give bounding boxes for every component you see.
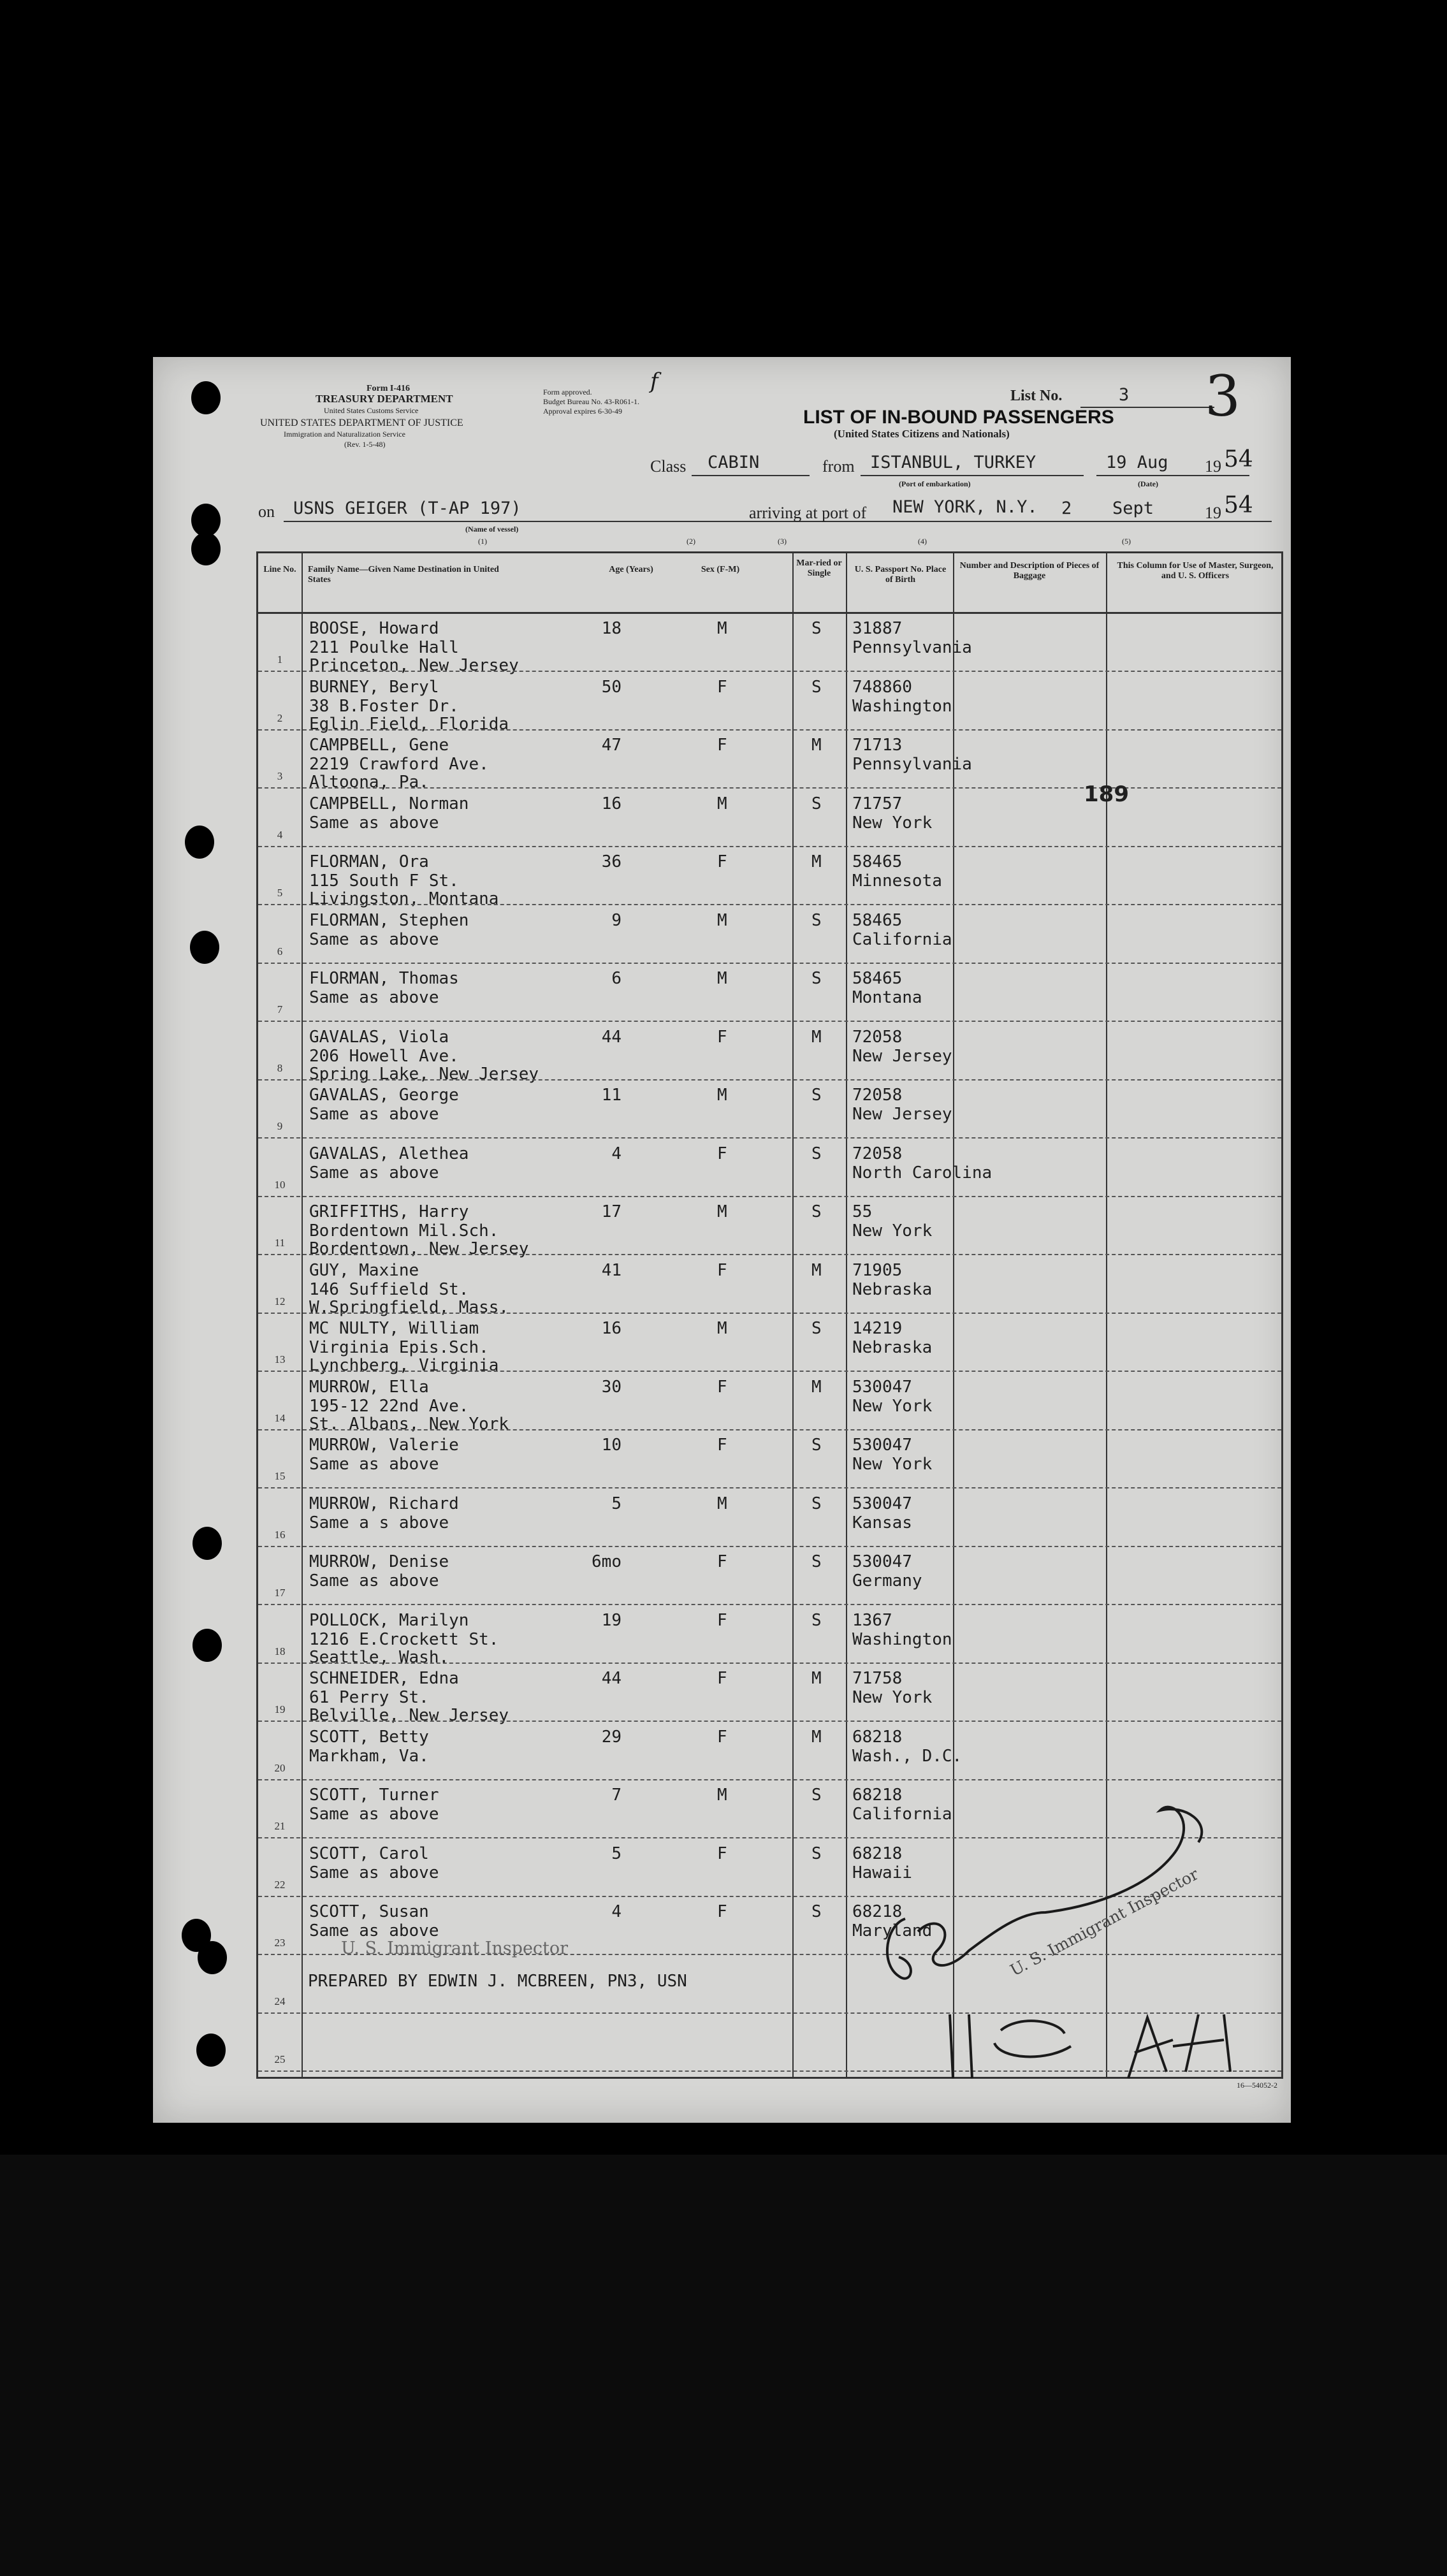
address-line-2: St. Albans, New York	[309, 1414, 509, 1434]
table-row	[258, 673, 1281, 734]
line-number: 16	[274, 1528, 286, 1541]
age: 10	[601, 1436, 622, 1455]
passenger-name: MURROW, Valerie	[309, 1436, 459, 1455]
passport-number: 58465	[852, 852, 903, 871]
age: 17	[601, 1202, 622, 1221]
sex: F	[717, 1727, 727, 1747]
arriving-label: arriving at port of	[749, 504, 867, 522]
passenger-name: SCOTT, Betty	[309, 1727, 429, 1747]
address-line-1: Same as above	[309, 1921, 439, 1940]
place-of-birth: Pennsylvania	[852, 755, 972, 774]
passenger-table	[256, 551, 1283, 2079]
place-of-birth: Pennsylvania	[852, 638, 972, 657]
marital-status: S	[811, 1319, 822, 1338]
table-row	[258, 1489, 1281, 1547]
marital-status: M	[811, 736, 822, 755]
budget-bureau: Budget Bureau No. 43-R061-1.	[543, 397, 639, 406]
passport-number: 14219	[852, 1319, 903, 1338]
date-caption: (Date)	[1138, 479, 1158, 488]
hand-stamp-inspector: U. S. Immigrant Inspector	[1007, 1865, 1202, 1980]
place-of-birth: Montana	[852, 988, 922, 1007]
class-value: CABIN	[708, 453, 760, 472]
age: 4	[611, 1902, 622, 1921]
line-number: 18	[274, 1645, 286, 1657]
passenger-name: MC NULTY, William	[309, 1319, 479, 1338]
marital-status: S	[811, 1144, 822, 1163]
table-row	[258, 614, 1281, 675]
punch-hole	[185, 826, 214, 859]
marital-status: S	[811, 1844, 822, 1863]
marital-status: S	[811, 1552, 822, 1571]
passenger-name: BURNEY, Beryl	[309, 677, 439, 697]
passport-number: 71757	[852, 794, 903, 813]
table-row	[258, 906, 1281, 964]
age: 47	[601, 736, 622, 755]
address-line-2: Princeton, New Jersey	[309, 656, 519, 675]
table-row	[258, 2014, 1281, 2072]
punch-hole	[193, 1527, 222, 1560]
line-number: 25	[274, 2053, 286, 2065]
address-line-2: Bordentown, New Jersey	[309, 1239, 529, 1258]
passenger-name: FLORMAN, Ora	[309, 852, 429, 871]
table-row	[258, 1430, 1281, 1488]
passenger-name: CAMPBELL, Gene	[309, 736, 449, 755]
address-line-1: Markham, Va.	[309, 1746, 429, 1766]
address-line-1: 38 B.Foster Dr.	[309, 696, 459, 716]
header-passport-birth: U. S. Passport No. Place of Birth	[854, 565, 947, 585]
document-subtitle: (United States Citizens and Nationals)	[834, 428, 1010, 440]
line-number: 12	[274, 1295, 286, 1307]
line-number: 10	[274, 1178, 286, 1191]
justice-department: UNITED STATES DEPARTMENT OF JUSTICE	[260, 418, 463, 428]
address-line-1: Same as above	[309, 1455, 439, 1474]
place-of-birth: Wash., D.C.	[852, 1746, 963, 1766]
age: 5	[611, 1844, 622, 1863]
passenger-name: FLORMAN, Stephen	[309, 910, 469, 930]
passport-number: 1367	[852, 1610, 892, 1630]
marital-status: M	[811, 852, 822, 871]
address-line-2: Belville, New Jersey	[309, 1706, 509, 1725]
passport-number: 58465	[852, 910, 903, 930]
address-line-1: 206 Howell Ave.	[309, 1046, 459, 1066]
form-approved: Form approved.	[543, 388, 592, 397]
sex: M	[717, 1086, 727, 1105]
address-line-1: Same as above	[309, 1863, 439, 1882]
passenger-name: MURROW, Richard	[309, 1494, 459, 1513]
age: 19	[601, 1610, 622, 1630]
marital-status: S	[811, 1202, 822, 1221]
passport-number: 530047	[852, 1552, 912, 1571]
passenger-name: SCOTT, Susan	[309, 1902, 429, 1921]
line-number: 7	[277, 1003, 283, 1015]
handwritten-f-mark: f	[650, 368, 658, 394]
passport-number: 58465	[852, 969, 903, 988]
marital-status: M	[811, 1377, 822, 1397]
header-name-destination: Family Name—Given Name Destination in United States	[308, 565, 499, 585]
approval-expires: Approval expires 6-30-49	[543, 407, 622, 416]
line-number: 19	[274, 1703, 286, 1715]
marital-status: S	[811, 677, 822, 697]
vessel-name: USNS GEIGER (T-AP 197)	[293, 498, 521, 518]
table-row	[258, 731, 1281, 792]
officer-note-189: 189	[1084, 782, 1129, 807]
sex: F	[717, 1436, 727, 1455]
table-row	[258, 1839, 1281, 1897]
address-line-1: Virginia Epis.Sch.	[309, 1338, 489, 1357]
sex: F	[717, 677, 727, 697]
passenger-manifest-page	[153, 357, 1291, 2123]
line-number: 23	[274, 1937, 286, 1949]
table-row	[258, 1081, 1281, 1139]
marital-status: S	[811, 910, 822, 930]
passenger-name: SCOTT, Turner	[309, 1786, 439, 1805]
sex: M	[717, 794, 727, 813]
punch-hole	[196, 2034, 226, 2067]
passport-number: 71758	[852, 1669, 903, 1688]
age: 4	[611, 1144, 622, 1163]
line-number: 8	[277, 1061, 283, 1074]
passenger-name: MURROW, Ella	[309, 1377, 429, 1397]
table-row	[258, 1664, 1281, 1725]
place-of-birth: Hawaii	[852, 1863, 912, 1882]
place-of-birth: North Carolina	[852, 1163, 993, 1182]
punch-hole	[190, 931, 219, 964]
address-line-1: 195-12 22nd Ave.	[309, 1396, 469, 1416]
passenger-name: GUY, Maxine	[309, 1260, 419, 1280]
line-number: 3	[277, 770, 283, 782]
place-of-birth: California	[852, 1805, 952, 1824]
address-line-1: 61 Perry St.	[309, 1688, 429, 1707]
list-number-label: List No.	[1010, 388, 1063, 404]
passenger-name: GRIFFITHS, Harry	[309, 1202, 469, 1221]
place-of-birth: New York	[852, 813, 933, 833]
punch-hole	[198, 1941, 227, 1974]
age: 6	[611, 969, 622, 988]
place-of-birth: New York	[852, 1396, 933, 1416]
table-row	[258, 1197, 1281, 1258]
class-label: Class	[650, 457, 687, 476]
passport-number: 68218	[852, 1902, 903, 1921]
passenger-name: SCHNEIDER, Edna	[309, 1669, 459, 1688]
place-of-birth: Washington	[852, 1629, 952, 1649]
passenger-name: MURROW, Denise	[309, 1552, 449, 1571]
line-number: 2	[277, 711, 283, 724]
from-label: from	[822, 457, 855, 476]
sex: M	[717, 619, 727, 638]
inspector-stamp-text: U. S. Immigrant Inspector	[341, 1939, 569, 1958]
place-of-birth: Nebraska	[852, 1279, 933, 1299]
form-revision: (Rev. 1-5-48)	[344, 440, 386, 449]
age: 11	[601, 1086, 622, 1105]
header-officers-use: This Column for Use of Master, Surgeon, and U. S. Officers	[1117, 561, 1274, 581]
age: 9	[611, 910, 622, 930]
address-line-1: 1216 E.Crockett St.	[309, 1629, 499, 1649]
document-title: LIST OF IN-BOUND PASSENGERS	[803, 407, 1114, 428]
line-number: 20	[274, 1761, 286, 1774]
place-of-birth: Germany	[852, 1571, 922, 1590]
marital-status: M	[811, 1727, 822, 1747]
header-sex: Sex (F-M)	[701, 565, 740, 574]
column-number-3: (3)	[778, 537, 787, 546]
age: 30	[601, 1377, 622, 1397]
marital-status: S	[811, 1902, 822, 1921]
line-number: 13	[274, 1353, 286, 1365]
place-of-birth: Nebraska	[852, 1338, 933, 1357]
age: 44	[601, 1669, 622, 1688]
vessel-caption: (Name of vessel)	[465, 525, 519, 534]
passenger-name: GAVALAS, Alethea	[309, 1144, 469, 1163]
embarkation-date: 19 Aug	[1106, 453, 1168, 472]
table-row	[258, 1314, 1281, 1375]
place-of-birth: New York	[852, 1221, 933, 1241]
marital-status: S	[811, 1494, 822, 1513]
line-number: 6	[277, 945, 283, 957]
place-of-birth: Minnesota	[852, 871, 942, 891]
age: 36	[601, 852, 622, 871]
age: 5	[611, 1494, 622, 1513]
marital-status: S	[811, 1086, 822, 1105]
marital-status: S	[811, 969, 822, 988]
sex: F	[717, 1669, 727, 1688]
sex: M	[717, 969, 727, 988]
address-line-2: Eglin Field, Florida	[309, 714, 509, 734]
passport-number: 31887	[852, 619, 903, 638]
place-of-birth: Washington	[852, 696, 952, 716]
address-line-2: Altoona, Pa.	[309, 773, 429, 792]
header-baggage: Number and Description of Pieces of Baggage	[959, 561, 1100, 581]
passenger-name: FLORMAN, Thomas	[309, 969, 459, 988]
passport-number: 530047	[852, 1436, 912, 1455]
sex: F	[717, 1144, 727, 1163]
age: 29	[601, 1727, 622, 1747]
address-line-1: Bordentown Mil.Sch.	[309, 1221, 499, 1241]
passport-number: 55	[852, 1202, 873, 1221]
passport-number: 68218	[852, 1844, 903, 1863]
age: 41	[601, 1260, 622, 1280]
address-line-1: Same as above	[309, 1571, 439, 1590]
embarkation-year-prefix: 19	[1205, 457, 1221, 476]
sex: M	[717, 1786, 727, 1805]
table-row	[258, 1139, 1281, 1197]
sex: M	[717, 1202, 727, 1221]
customs-service: United States Customs Service	[324, 406, 419, 415]
column-number-2: (2)	[687, 537, 695, 546]
line-number: 17	[274, 1587, 286, 1599]
column-number-1: (1)	[478, 537, 487, 546]
row-divider	[258, 2070, 1281, 2072]
place-of-birth: California	[852, 929, 952, 949]
table-row	[258, 1022, 1281, 1084]
passport-number: 68218	[852, 1786, 903, 1805]
passport-number: 72058	[852, 1027, 903, 1047]
column-number-5: (5)	[1122, 537, 1131, 546]
sex: F	[717, 1377, 727, 1397]
sex: F	[717, 1902, 727, 1921]
arrival-year-prefix: 19	[1205, 504, 1221, 522]
sex: F	[717, 1844, 727, 1863]
address-line-1: 115 South F St.	[309, 871, 459, 891]
arrival-year: 54	[1224, 492, 1253, 518]
passenger-name: SCOTT, Carol	[309, 1844, 429, 1863]
age: 16	[601, 794, 622, 813]
list-number-value: 3	[1119, 385, 1130, 405]
arrival-month: Sept	[1112, 498, 1154, 518]
table-row	[258, 1547, 1281, 1605]
passport-number: 530047	[852, 1377, 912, 1397]
passport-number: 68218	[852, 1727, 903, 1747]
line-number: 15	[274, 1470, 286, 1482]
marital-status: S	[811, 794, 822, 813]
address-line-2: Lynchberg, Virginia	[309, 1356, 499, 1375]
age: 44	[601, 1027, 622, 1047]
place-of-birth: New York	[852, 1688, 933, 1707]
table-row	[258, 1372, 1281, 1434]
address-line-1: Same a s above	[309, 1513, 449, 1532]
header-married-single: Mar-ried or Single	[796, 558, 842, 578]
passport-number: 530047	[852, 1494, 912, 1513]
passenger-name: GAVALAS, George	[309, 1086, 459, 1105]
line-number: 14	[274, 1411, 286, 1424]
place-of-birth: New Jersey	[852, 1046, 952, 1066]
sex: F	[717, 1610, 727, 1630]
marital-status: M	[811, 1669, 822, 1688]
sex: M	[717, 1319, 727, 1338]
passport-number: 71905	[852, 1260, 903, 1280]
passport-number: 748860	[852, 677, 912, 697]
form-number: Form I-416	[367, 384, 411, 393]
place-of-birth: Maryland	[852, 1921, 933, 1940]
address-line-1: Same as above	[309, 1163, 439, 1182]
passenger-name: POLLOCK, Marilyn	[309, 1610, 469, 1630]
arrival-day: 2	[1061, 498, 1072, 518]
punch-hole	[191, 381, 221, 414]
line-number: 1	[277, 653, 283, 666]
passenger-name: CAMPBELL, Norman	[309, 794, 469, 813]
address-line-1: Same as above	[309, 988, 439, 1007]
line-number: 24	[274, 1995, 286, 2007]
age: 18	[601, 619, 622, 638]
port-caption: (Port of embarkation)	[899, 479, 971, 488]
place-of-birth: New Jersey	[852, 1105, 952, 1124]
line-number: 11	[274, 1237, 286, 1249]
line-number: 22	[274, 1878, 286, 1891]
marital-status: M	[811, 1027, 822, 1047]
marital-status: M	[811, 1260, 822, 1280]
address-line-1: 211 Poulke Hall	[309, 638, 459, 657]
header-line-no: Line No.	[263, 565, 296, 574]
prepared-by-line: PREPARED BY EDWIN J. MCBREEN, PN3, USN	[308, 1972, 687, 1991]
address-line-1: Same as above	[309, 1105, 439, 1124]
punch-hole	[193, 1629, 222, 1662]
table-row	[258, 964, 1281, 1022]
marital-status: S	[811, 1610, 822, 1630]
table-row	[258, 1780, 1281, 1838]
address-line-1: Same as above	[309, 813, 439, 833]
embarkation-port: ISTANBUL, TURKEY	[870, 453, 1036, 472]
table-row	[258, 847, 1281, 908]
address-line-2: W.Springfield, Mass.	[309, 1297, 509, 1317]
embarkation-year: 54	[1224, 446, 1253, 472]
header-age: Age (Years)	[609, 565, 653, 574]
line-number: 9	[277, 1120, 283, 1132]
address-line-1: 2219 Crawford Ave.	[309, 755, 489, 774]
address-line-2: Spring Lake, New Jersey	[309, 1064, 539, 1084]
age: 6mo	[592, 1552, 622, 1571]
on-label: on	[258, 502, 275, 521]
line-number: 5	[277, 887, 283, 899]
immigration-service: Immigration and Naturalization Service	[284, 430, 405, 439]
age: 50	[601, 677, 622, 697]
line-number: 4	[277, 828, 283, 841]
footer-code: 16—54052-2	[1237, 2081, 1277, 2090]
sex: M	[717, 910, 727, 930]
passport-number: 71713	[852, 736, 903, 755]
treasury-department: TREASURY DEPARTMENT	[316, 393, 453, 405]
hand-initials	[1128, 2014, 1130, 2015]
punch-hole	[191, 532, 221, 565]
scanner-background-strip	[0, 2155, 1447, 2576]
passenger-name: BOOSE, Howard	[309, 619, 439, 638]
sex: F	[717, 1260, 727, 1280]
arrival-port: NEW YORK, N.Y.	[892, 497, 1038, 517]
age: 7	[611, 1786, 622, 1805]
marital-status: S	[811, 1786, 822, 1805]
sex: F	[717, 1027, 727, 1047]
marital-status: S	[811, 1436, 822, 1455]
place-of-birth: New York	[852, 1455, 933, 1474]
table-row	[258, 1606, 1281, 1667]
table-row	[258, 1722, 1281, 1780]
column-number-4: (4)	[918, 537, 927, 546]
sex: F	[717, 736, 727, 755]
handwritten-list-number: 3	[1205, 363, 1240, 429]
sex: M	[717, 1494, 727, 1513]
address-line-2: Livingston, Montana	[309, 889, 499, 908]
address-line-1: Same as above	[309, 929, 439, 949]
place-of-birth: Kansas	[852, 1513, 912, 1532]
passport-number: 72058	[852, 1144, 903, 1163]
age: 16	[601, 1319, 622, 1338]
marital-status: S	[811, 619, 822, 638]
sex: F	[717, 1552, 727, 1571]
address-line-1: Same as above	[309, 1805, 439, 1824]
line-number: 21	[274, 1820, 286, 1832]
address-line-2: Seattle, Wash.	[309, 1647, 449, 1667]
sex: F	[717, 852, 727, 871]
passport-number: 72058	[852, 1086, 903, 1105]
table-row	[258, 1256, 1281, 1317]
passenger-name: GAVALAS, Viola	[309, 1027, 449, 1047]
address-line-1: 146 Suffield St.	[309, 1279, 469, 1299]
